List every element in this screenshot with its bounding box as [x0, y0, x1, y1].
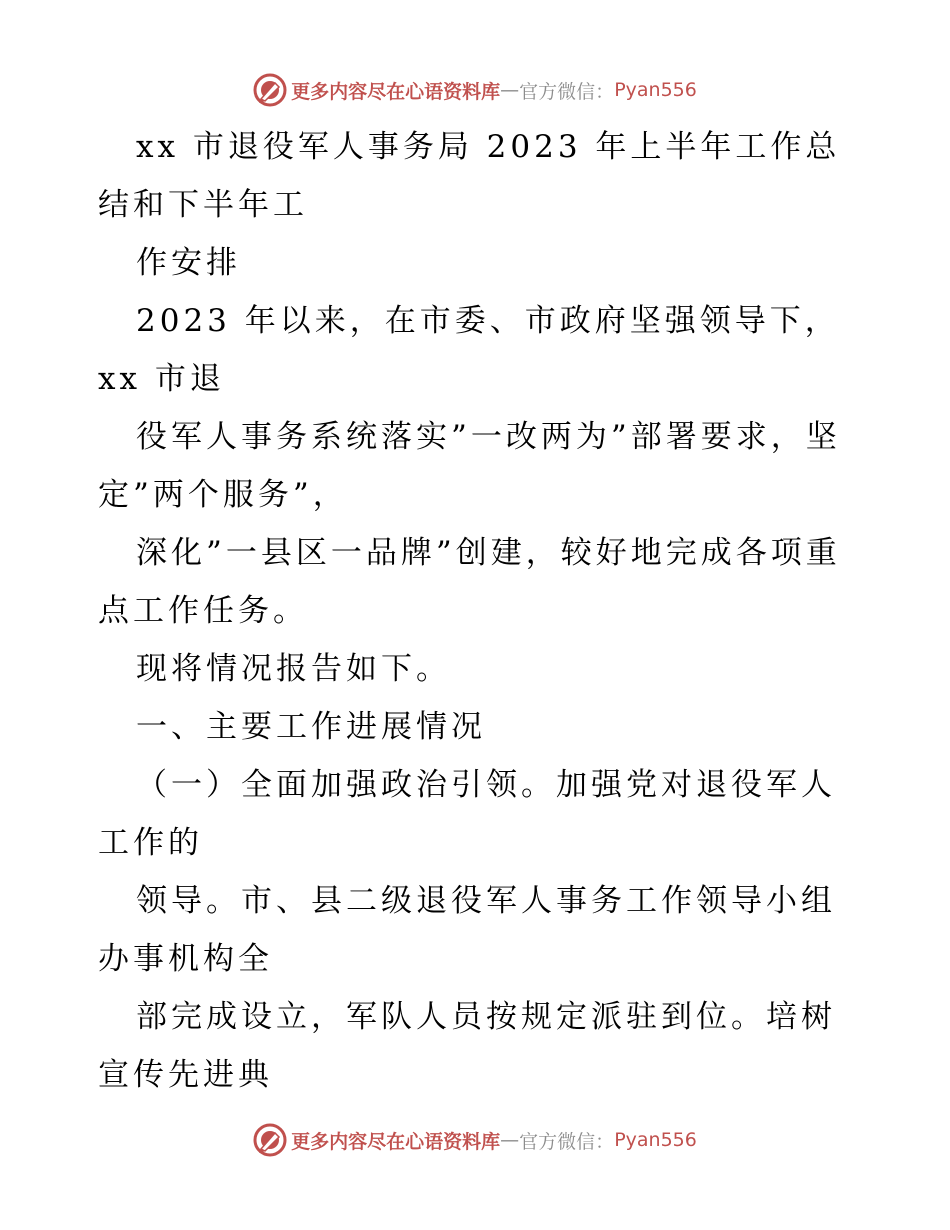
paragraph-6: 领导。市、县二级退役军人事务工作领导小组办事机构全 — [98, 883, 836, 977]
document-body — [98, 118, 858, 1104]
paragraph-1: 2023 年以来，在市委、市政府坚强领导下，xx 市退 — [98, 303, 840, 397]
watermark-label: 官方微信： — [519, 80, 615, 103]
watermark-main-text: 更多内容尽在心语资料库 — [291, 1130, 501, 1153]
paragraph-2: 役军人事务系统落实”一改两为”部署要求，坚定”两个服务”， — [98, 419, 841, 513]
watermark-account: Pyan556 — [614, 1129, 697, 1151]
pen-logo-icon — [253, 1123, 287, 1157]
watermark-dash: — — [500, 79, 520, 101]
watermark-account: Pyan556 — [614, 79, 697, 101]
watermark-header — [0, 70, 950, 110]
paragraph-4: 现将情况报告如下。 — [136, 651, 451, 687]
watermark-dash: — — [500, 1129, 520, 1151]
paragraph-7: 部完成设立，军队人员按规定派驻到位。培树宣传先进典 — [98, 999, 836, 1093]
watermark-main-text: 更多内容尽在心语资料库 — [291, 80, 501, 103]
watermark-label: 官方微信： — [519, 1130, 615, 1153]
paragraph-5: （一）全面加强政治引领。加强党对退役军人工作的 — [98, 767, 836, 861]
section-heading-1: 一、主要工作进展情况 — [136, 709, 486, 745]
pen-logo-icon — [253, 73, 287, 107]
document-title-line-1: xx 市退役军人事务局 2023 年上半年工作总结和下半年工 — [98, 129, 841, 223]
document-title-line-2: 作安排 — [136, 245, 241, 281]
paragraph-3: 深化”一县区一品牌”创建，较好地完成各项重点工作任务。 — [98, 535, 841, 629]
watermark-footer — [0, 1120, 950, 1160]
